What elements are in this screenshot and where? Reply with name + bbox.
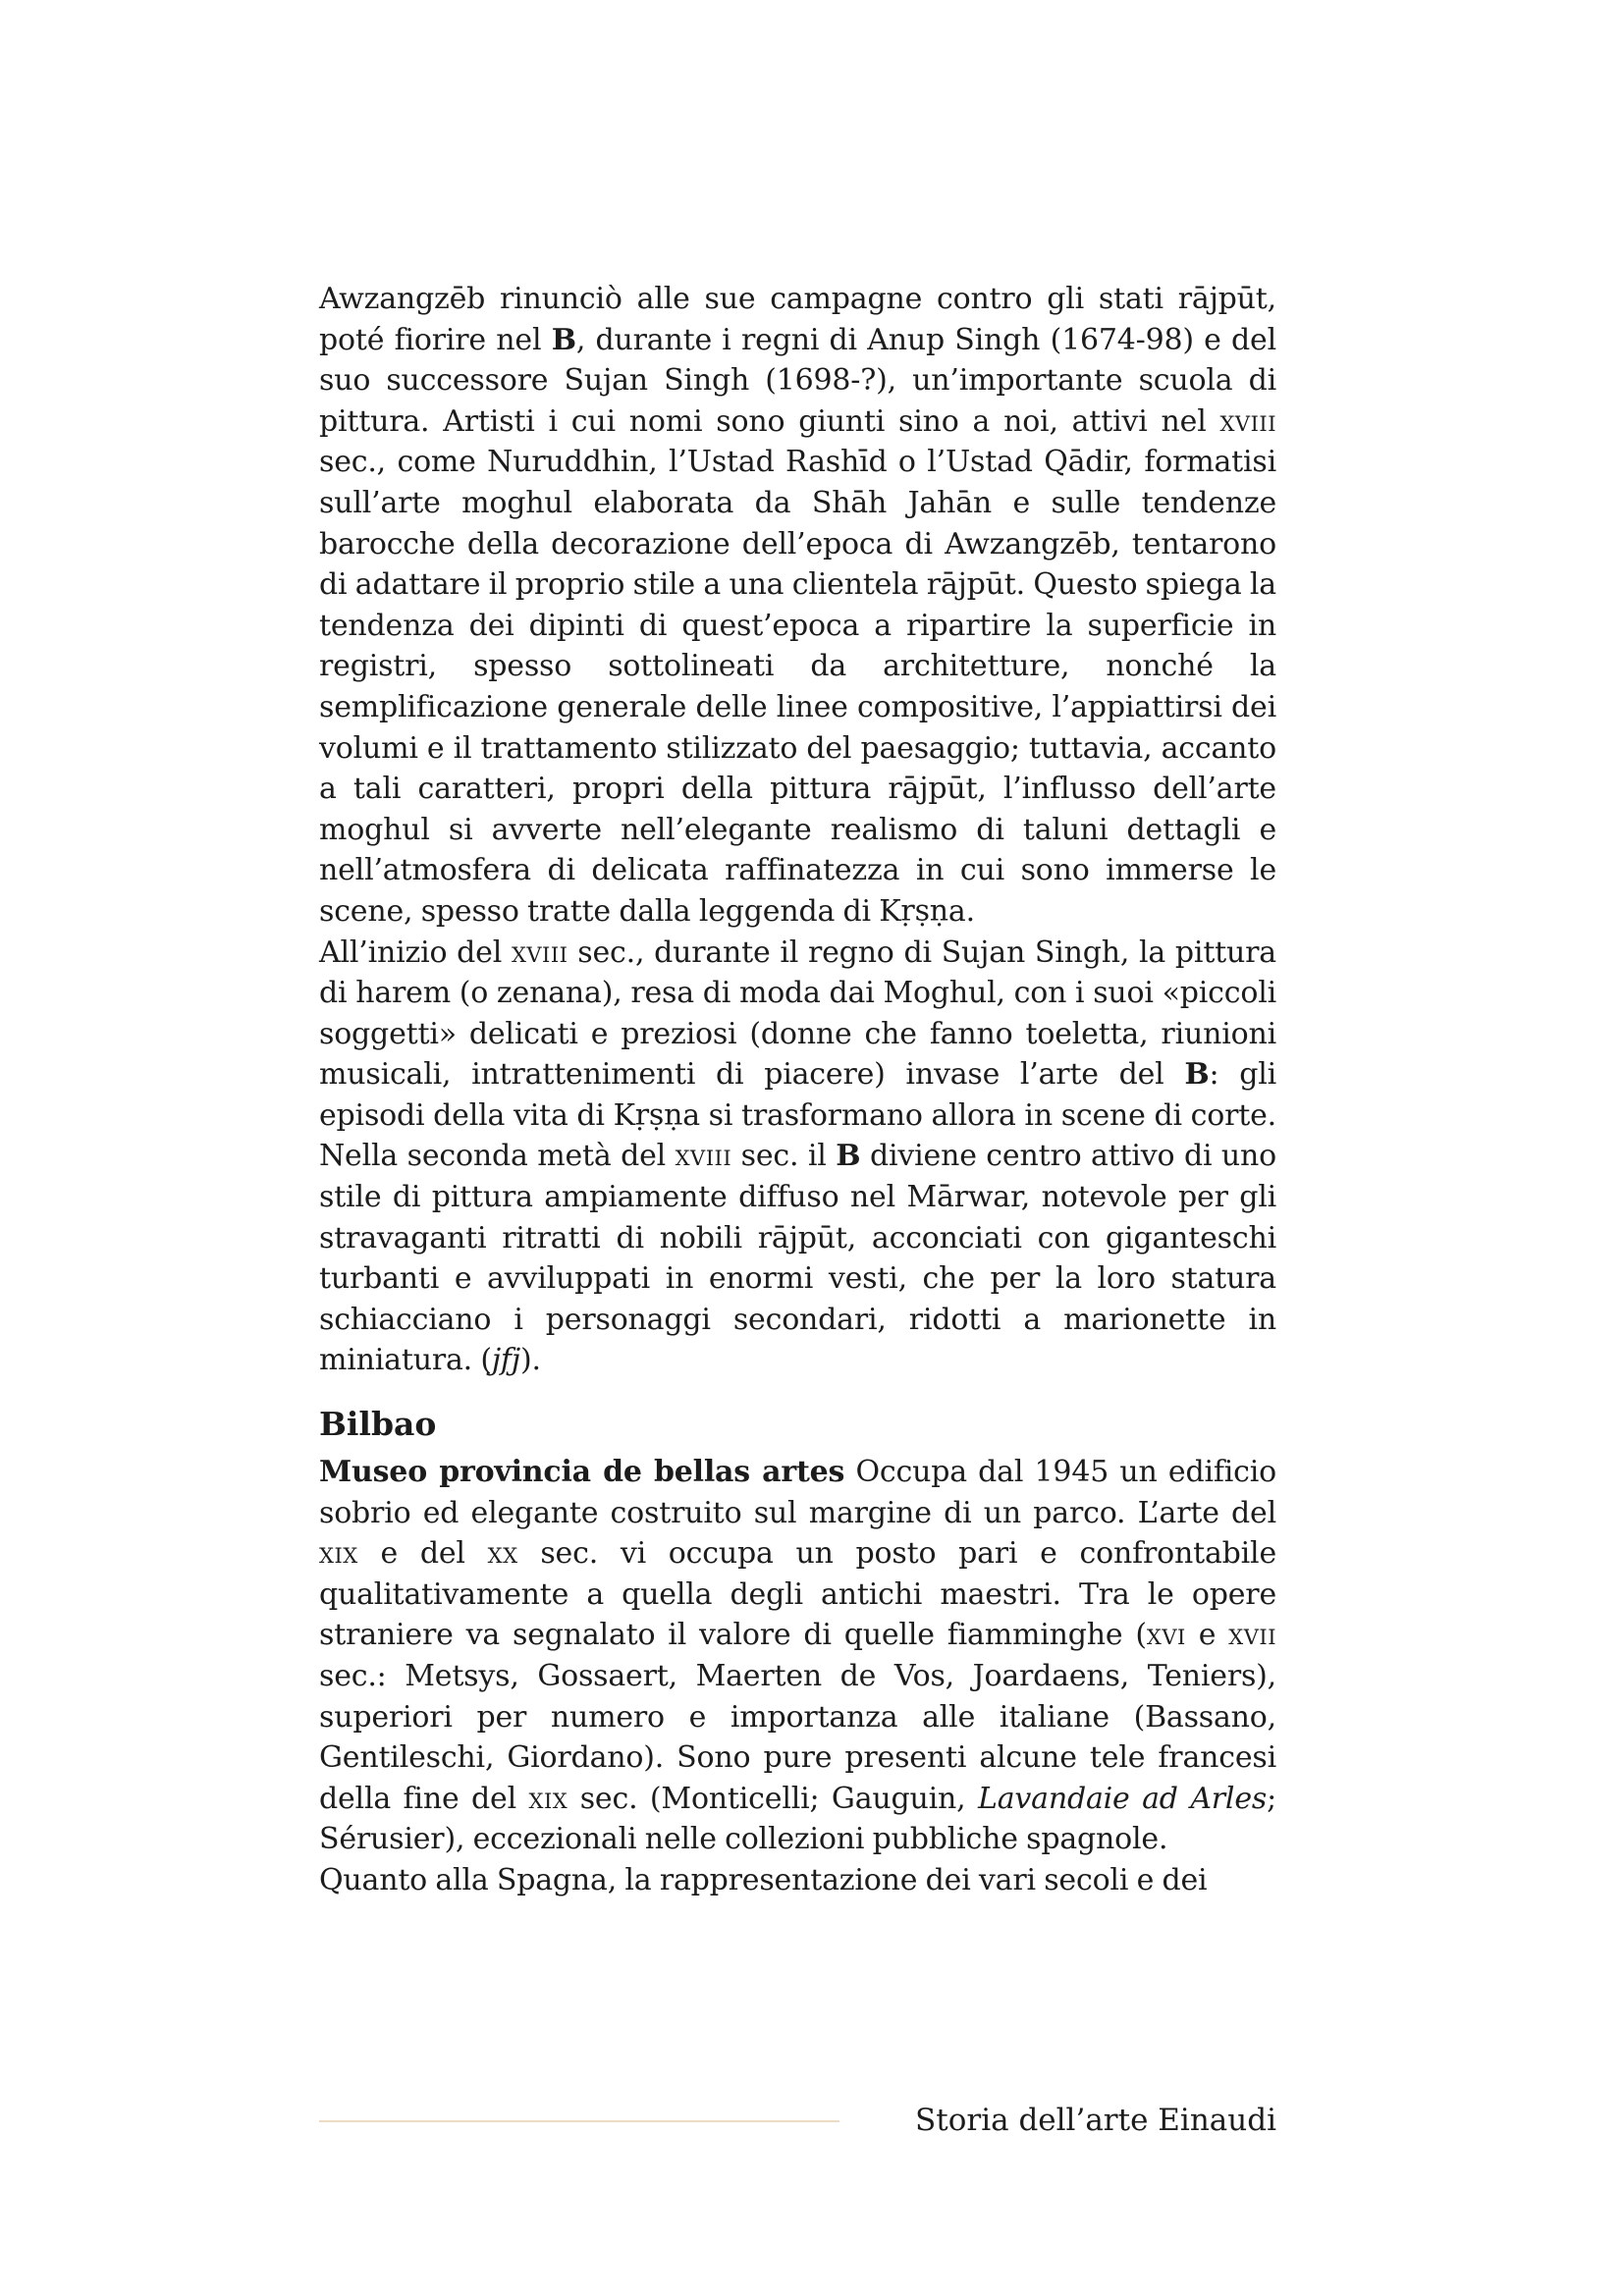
entry-abbreviation: B <box>551 322 576 357</box>
text-run: e <box>1185 1618 1229 1653</box>
text-run: e del <box>357 1536 488 1572</box>
text-run: sec. (Monticelli; Gauguin, <box>568 1781 978 1816</box>
century-numeral: xix <box>319 1536 358 1572</box>
century-numeral: xix <box>528 1781 568 1816</box>
entry-abbreviation: B <box>836 1139 861 1174</box>
author-initials: jfj <box>491 1343 520 1378</box>
paragraph-spain: Quanto alla Spagna, la rappresentazione dei vari secoli e dei <box>319 1862 1208 1897</box>
text-run: sec. vi occupa un posto pari e confrontabile qualitativamente a quella degli antichi maestri. Tra le opere straniere va segnalato il valore di quelle fiamminghe ( <box>319 1536 1277 1653</box>
artwork-title: Lavandaie ad Arles <box>978 1781 1268 1816</box>
text-run: Awzangzēb rinunciò alle sue campagne contro gli stati rājpūt, poté fiorire nel <box>319 282 1276 357</box>
museum-name: Museo provincia de bellas artes <box>319 1455 845 1490</box>
century-numeral: xx <box>487 1536 518 1572</box>
text-run: Occupa dal 1945 un edificio sobrio ed elegante costruito sul margine di un parco. L’arte del <box>319 1455 1276 1530</box>
text-run: diviene centro attivo di uno stile di pittura ampiamente diffuso nel Mārwar, notevole per gli stravaganti ritratti di nobili rājpūt, acconciati con giganteschi turbanti e avviluppati in enormi vesti, che per la loro statura schiacciano i personaggi secondari, ridotti a marionette in miniatura. ( <box>319 1139 1276 1378</box>
text-column <box>319 279 1276 1901</box>
footer-title: Storia dell’arte Einaudi <box>915 2103 1276 2138</box>
paragraph-harem-painting <box>319 933 1276 1382</box>
text-run: , durante i regni di Anup Singh (1674-98) e del suo successore Sujan Singh (1698-?), un’importante scuola di pittura. Artisti i cui nomi sono giunti sino a noi, attivi nel <box>319 322 1276 439</box>
text-run: ). <box>519 1343 541 1378</box>
text-run: All’inizio del <box>319 934 512 970</box>
text-run: ; Sérusier), eccezionali nelle collezioni pubbliche spagnole. <box>319 1781 1276 1857</box>
text-run: sec., come Nuruddhin, l’Ustad Rashīd o l’Ustad Qādir, formatisi sull’arte moghul elaborata da Shāh Jahān e sulle tendenze barocche della decorazione dell’epoca di Awzangzēb, tentarono di adattare il proprio stile a una clientela rājpūt. Questo spiega la tendenza dei dipinti di quest’epoca a ripartire la superficie in registri, spesso sottolineati da architetture, nonché la semplificazione generale delle linee compositive, l’appiattirsi dei volumi e il trattamento stilizzato del paesaggio; tuttavia, accanto a tali caratteri, propri della pittura rājpūt, l’influsso dell’arte moghul si avverte nell’elegante realismo di taluni dettagli e nell’atmosfera di delicata raffinatezza in cui sono immerse le scene, spesso tratte dalla leggenda di Kṛṣṇa. <box>319 445 1276 929</box>
paragraph-bikaner-school <box>319 279 1276 933</box>
entry-abbreviation: B <box>1184 1057 1210 1093</box>
century-numeral: xviii <box>1219 403 1276 439</box>
page-footer <box>319 2099 1276 2142</box>
paragraph-museo-bilbao <box>319 1452 1276 1860</box>
footer-rule <box>319 2120 839 2122</box>
century-numeral: xviii <box>675 1139 732 1174</box>
century-numeral: xviii <box>511 934 568 970</box>
text-run: : gli episodi della vita di Kṛṣṇa si trasformano allora in scene di corte. Nella seconda metà del <box>319 1057 1276 1174</box>
century-numeral: xvii <box>1228 1618 1276 1653</box>
text-run: sec. il <box>731 1139 837 1174</box>
text-run: sec., durante il regno di Sujan Singh, la pittura di harem (o zenana), resa di moda dai Moghul, con i suoi «piccoli soggetti» delicati e preziosi (donne che fanno toeletta, riunioni musicali, intrattenimenti di piacere) invase l’arte del <box>319 934 1276 1093</box>
text-run: sec.: Metsys, Gossaert, Maerten de Vos, Joardaens, Teniers), superiori per numero e importanza alle italiane (Bassano, Gentileschi, Giordano). Sono pure presenti alcune tele francesi della fine del <box>319 1659 1276 1816</box>
century-numeral: xvi <box>1146 1618 1186 1653</box>
entry-heading-bilbao: Bilbao <box>319 1405 437 1444</box>
